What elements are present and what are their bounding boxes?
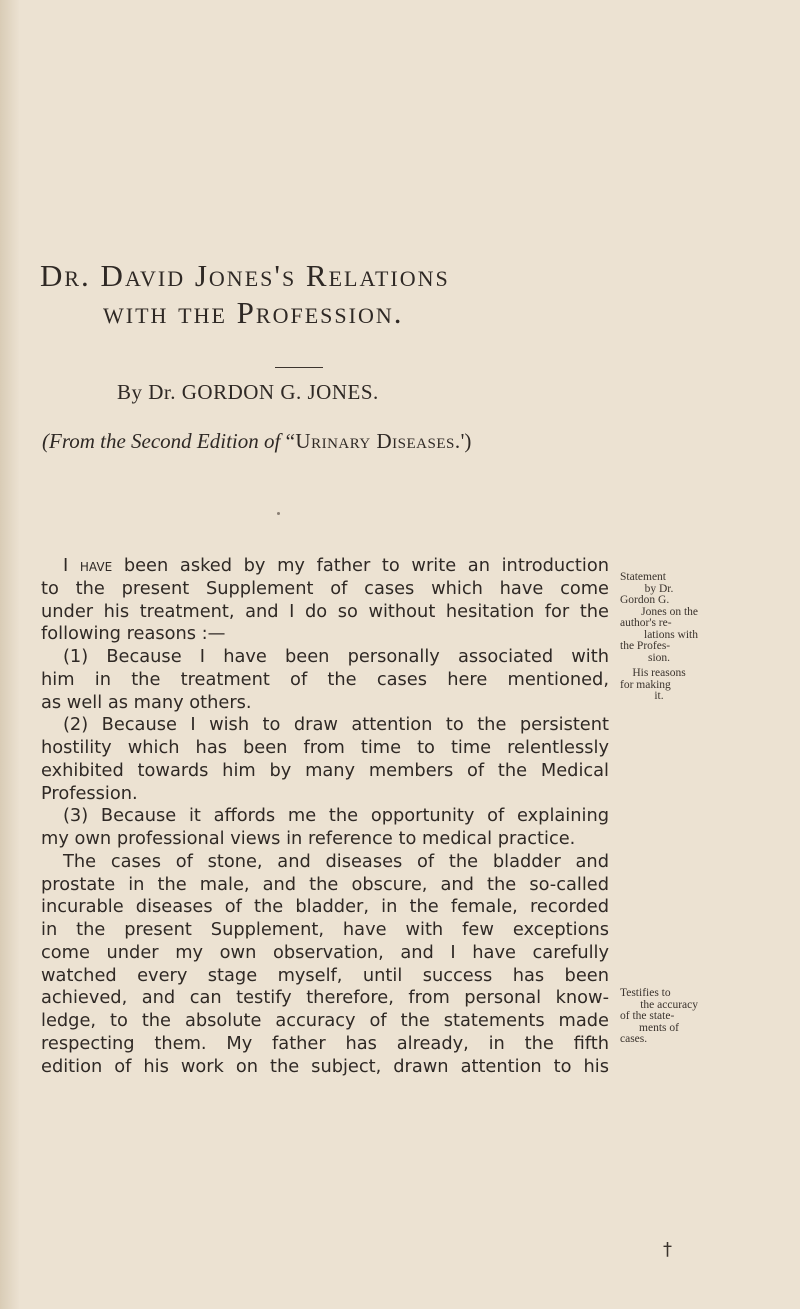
body-text: [41, 555, 609, 1078]
margin-note-line: ments of: [639, 1021, 679, 1034]
margin-note-line: Jones on the: [641, 605, 698, 618]
margin-note-line: the accuracy: [640, 998, 698, 1011]
reason-2-line: (2) Because I wish to draw attention to the persistent: [63, 714, 609, 736]
page-edge-shadow: [0, 0, 20, 1309]
source-book-title: “Urinary Diseases.: [285, 429, 461, 453]
margin-note-line: of the state-: [620, 1010, 675, 1022]
paragraph-2-line: ledge, to the absolute accuracy of the statements made: [41, 1010, 609, 1031]
source-suffix: '): [460, 429, 472, 453]
paragraph-2-line: watched every stage myself, until success has been: [41, 964, 609, 986]
margin-note-testifies: [620, 988, 698, 1046]
paragraph-2-line: edition of his work on the subject, drawn attention to his: [41, 1055, 609, 1077]
margin-note-line: Statement: [620, 571, 666, 583]
paragraph-1-line: under his treatment, and I do so without hesitation for the: [41, 600, 609, 622]
margin-note-line: Gordon G.: [620, 594, 670, 606]
paragraph-2-line: achieved, and can testify therefore, from personal know-: [41, 987, 609, 1009]
margin-note-reasons: [620, 668, 698, 703]
reason-1-line: (1) Because I have been personally associated with: [63, 646, 609, 667]
title-line-2: with the Profession.: [103, 295, 404, 330]
paragraph-2-line: incurable diseases of the bladder, in the female, recorded: [41, 896, 609, 918]
reason-2-line: exhibited towards him by many members of the Medical: [41, 759, 609, 781]
reason-3-line: (3) Because it affords me the opportunity of explaining: [63, 805, 609, 827]
source-citation: [42, 429, 471, 454]
reason-1-line: him in the treatment of the cases here mentioned,: [41, 668, 609, 690]
dagger-mark: †: [663, 1239, 672, 1260]
paragraph-2-line: prostate in the male, and the obscure, and the so-called: [41, 873, 609, 895]
paragraph-2-line: respecting them. My father has already, in the fifth: [41, 1032, 609, 1054]
margin-note-line: lations with: [644, 628, 698, 641]
paragraph-1-line: to the present Supplement of cases which have come: [41, 577, 609, 599]
paragraph-2-line: The cases of stone, and diseases of the bladder and: [63, 850, 609, 872]
paragraph-2-line: come under my own observation, and I have carefully: [41, 941, 609, 963]
margin-note-statement: [620, 572, 698, 664]
reason-3-line: my own professional views in reference to medical practice.: [41, 828, 576, 849]
reason-2-line: hostility which has been from time to time relentlessly: [41, 737, 609, 758]
title-rule: [275, 367, 323, 368]
title-line-1: Dr. David Jones's Relations: [40, 258, 450, 293]
margin-note-line: His reasons: [632, 667, 686, 679]
margin-note-line: author's re-: [620, 617, 672, 629]
margin-note-line: for making: [620, 678, 671, 691]
paragraph-1-line: I have been asked by my father to write an introduction: [63, 555, 609, 576]
margin-note-line: sion.: [647, 651, 671, 664]
source-prefix: (From the Second Edition of: [42, 429, 286, 453]
margin-note-line: Testifies to: [620, 987, 671, 999]
reason-1-line: as well as many others.: [41, 691, 252, 713]
paragraph-1-line: following reasons :—: [41, 623, 226, 645]
margin-note-line: the Profes-: [620, 640, 671, 652]
author-byline: By Dr. GORDON G. JONES.: [117, 380, 379, 404]
drop-lead: I have: [63, 555, 113, 576]
paragraph-2-line: in the present Supplement, have with few exceptions: [41, 919, 609, 940]
margin-note-line: it.: [654, 690, 664, 702]
reason-2-line: Profession.: [41, 782, 138, 804]
margin-note-line: by Dr.: [644, 582, 674, 595]
decorative-dot: [277, 512, 280, 515]
margin-note-line: cases.: [620, 1033, 648, 1045]
